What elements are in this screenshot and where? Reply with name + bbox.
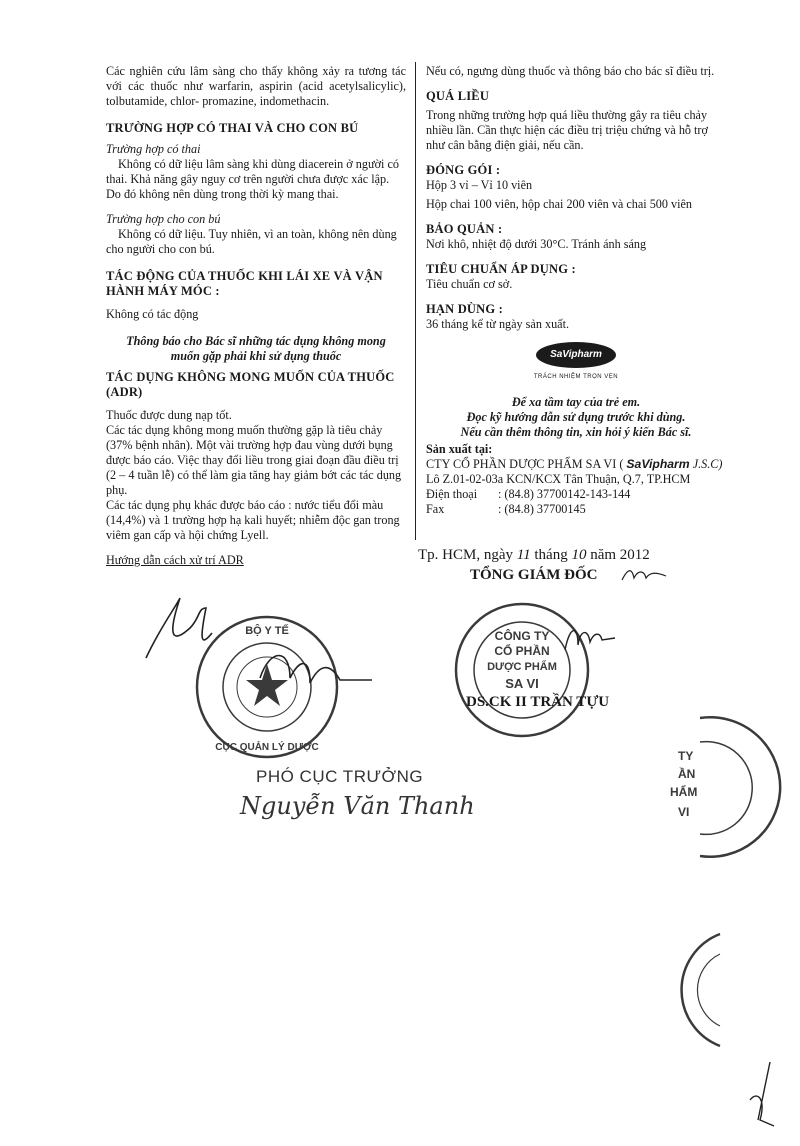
warning-read: Đọc kỹ hướng dẫn sử dụng trước khi dùng.: [466, 410, 686, 424]
driving-paragraph: Không có tác động: [106, 307, 199, 321]
stamp-ministry-bottom: CỤC QUẢN LÝ DƯỢC: [215, 742, 319, 753]
overdose-paragraph: Trong những trường hợp quá liều thường gây ra tiêu chảy nhiều lần. Cần thực hiện các điều trị triệu chứng và hỗ trợ như cân bằng điện giải, nếu cần.: [426, 108, 708, 152]
overdose-heading: QUÁ LIỀU: [426, 89, 490, 103]
packaging-line-1: Hộp 3 vỉ – Vỉ 10 viên: [426, 178, 533, 192]
standard-heading: TIÊU CHUẨN ÁP DỤNG :: [426, 262, 576, 276]
logo-mark: SaVipharm: [536, 342, 616, 368]
expiry-heading: HẠN DÙNG :: [426, 302, 503, 316]
phone-row: [426, 487, 726, 502]
date-month-label: tháng: [534, 547, 568, 563]
standard-paragraph: Tiêu chuẩn cơ sở.: [426, 277, 513, 291]
left-column: [106, 64, 406, 568]
company-brand: SaVipharm: [626, 457, 690, 471]
stamp-company-line-4: SA VI: [505, 676, 539, 691]
company-name: CTY CỔ PHẦN DƯỢC PHẨM SA VI (: [426, 457, 624, 471]
adr-paragraph-2: Các tác dụng không mong muốn thường gặp là tiêu chảy (37% bệnh nhân). Một vài trường hợp đau vùng dưới bụng được báo cáo. Việc thay đổi liều trong giai đoạn đầu điều trị (2 – 4 tuần lễ) có thể làm gia tăng hay giảm bớt các tác dụng phụ.: [106, 423, 402, 497]
corner-mark: [740, 1060, 780, 1130]
partial-stamp-bottom: [660, 930, 740, 1050]
ceo-signature: [560, 620, 620, 660]
packaging-heading: ĐÓNG GÓI :: [426, 163, 501, 177]
ceo-title: TỔNG GIÁM ĐỐC: [470, 567, 598, 583]
phone-value: : (84.8) 37700142-143-144: [498, 487, 631, 501]
partial-stamp-line-2: ẦN: [678, 767, 696, 781]
ceo-name: DS.CK II TRẦN TỰU: [466, 694, 610, 710]
phone-label: Điện thoại: [426, 487, 478, 501]
right-column: [426, 64, 726, 517]
discontinue-paragraph: Nếu có, ngưng dùng thuốc và thông báo cho bác sĩ điều trị.: [426, 64, 715, 78]
savipharm-logo: [426, 342, 726, 385]
adr-heading: TÁC DỤNG KHÔNG MONG MUỐN CỦA THUỐC (ADR): [106, 370, 395, 399]
stamp-ministry-top: BỘ Y TẾ: [245, 625, 289, 637]
made-by-label: Sản xuất tại:: [426, 442, 493, 456]
storage-paragraph: Nơi khô, nhiệt độ dưới 30°C. Tránh ánh sáng: [426, 237, 647, 251]
company-address: Lô Z.01-02-03a KCN/KCX Tân Thuận, Q.7, TP.HCM: [426, 472, 691, 486]
pregnancy-heading: TRƯỜNG HỢP CÓ THAI VÀ CHO CON BÚ: [106, 121, 359, 135]
driving-heading: TÁC ĐỘNG CỦA THUỐC KHI LÁI XE VÀ VẬN HÀNH MÁY MÓC :: [106, 269, 383, 298]
packaging-line-2: Hộp chai 100 viên, hộp chai 200 viên và chai 500 viên: [426, 197, 693, 211]
fax-row: [426, 502, 726, 517]
deputy-title: PHÓ CỤC TRƯỞNG: [256, 767, 424, 786]
manufacturer-line: [426, 457, 726, 472]
partial-stamp-line-4: VI: [678, 805, 690, 819]
stamp-company-line-1: CÔNG TY: [494, 629, 550, 643]
partial-stamp-line-1: TY: [678, 749, 694, 763]
pregnant-paragraph: Không có dữ liệu lâm sàng khi dùng diacerein ở người có thai. Khả năng gây nguy cơ trên người chưa được xác lập. Do đó không nên dùng trong thời kỳ mang thai.: [106, 157, 399, 201]
warning-children: Để xa tầm tay của trẻ em.: [511, 395, 641, 409]
ceo-initials: [620, 566, 670, 584]
date-year: năm 2012: [590, 547, 650, 563]
date-month: 10: [571, 547, 587, 563]
fax-label: Fax: [426, 502, 445, 516]
partial-stamp-right: [640, 712, 790, 862]
expiry-paragraph: 36 tháng kể từ ngày sản xuất.: [426, 317, 570, 331]
storage-heading: BẢO QUẢN :: [426, 222, 503, 236]
company-suffix: J.S.C): [692, 457, 723, 471]
warnings-block: [426, 395, 726, 440]
date-prefix: Tp. HCM, ngày: [418, 547, 513, 563]
notice-text: Thông báo cho Bác sĩ những tác dụng không mong muốn gặp phải khi sử dụng thuốc: [126, 334, 386, 363]
adr-paragraph-3: Các tác dụng phụ khác được báo cáo : nước tiểu đổi màu (14,4%) và 1 trường hợp hạ kali huyết; nhiễm độc gan trong viêm gan cấp và hội chứng Lyell.: [106, 498, 400, 542]
deputy-name: Nguyễn Văn Thanh: [240, 792, 475, 820]
date-day: 11: [516, 547, 531, 563]
stamp-company-line-2: CỔ PHẦN: [494, 644, 550, 658]
logo-tagline: TRÁCH NHIỆM TRỌN VẸN: [533, 374, 619, 380]
date-line: [418, 547, 650, 564]
column-divider: [415, 62, 416, 540]
adr-guide-link[interactable]: Hướng dẫn cách xử trí ADR: [106, 553, 244, 567]
nursing-paragraph: Không có dữ liệu. Tuy nhiên, vì an toàn, không nên dùng cho người cho con bú.: [106, 227, 397, 256]
warning-doctor: Nếu cần thêm thông tin, xin hỏi ý kiến Bác sĩ.: [460, 425, 692, 439]
fax-value: : (84.8) 37700145: [498, 502, 586, 516]
pregnant-subheading: Trường hợp có thai: [106, 142, 201, 156]
interactions-paragraph: Các nghiên cứu lâm sàng cho thấy không xảy ra tương tác với các thuốc như warfarin, aspirin (acid acetylsalicylic), tolbutamide, chlor- promazine, indomethacin.: [106, 64, 406, 108]
partial-stamp-line-3: HẨM: [670, 785, 698, 799]
adr-paragraph-1: Thuốc được dung nạp tốt.: [106, 408, 232, 422]
deputy-signature: [140, 588, 380, 708]
nursing-subheading: Trường hợp cho con bú: [106, 212, 221, 226]
stamp-company-line-3: DƯỢC PHẨM: [487, 661, 557, 673]
